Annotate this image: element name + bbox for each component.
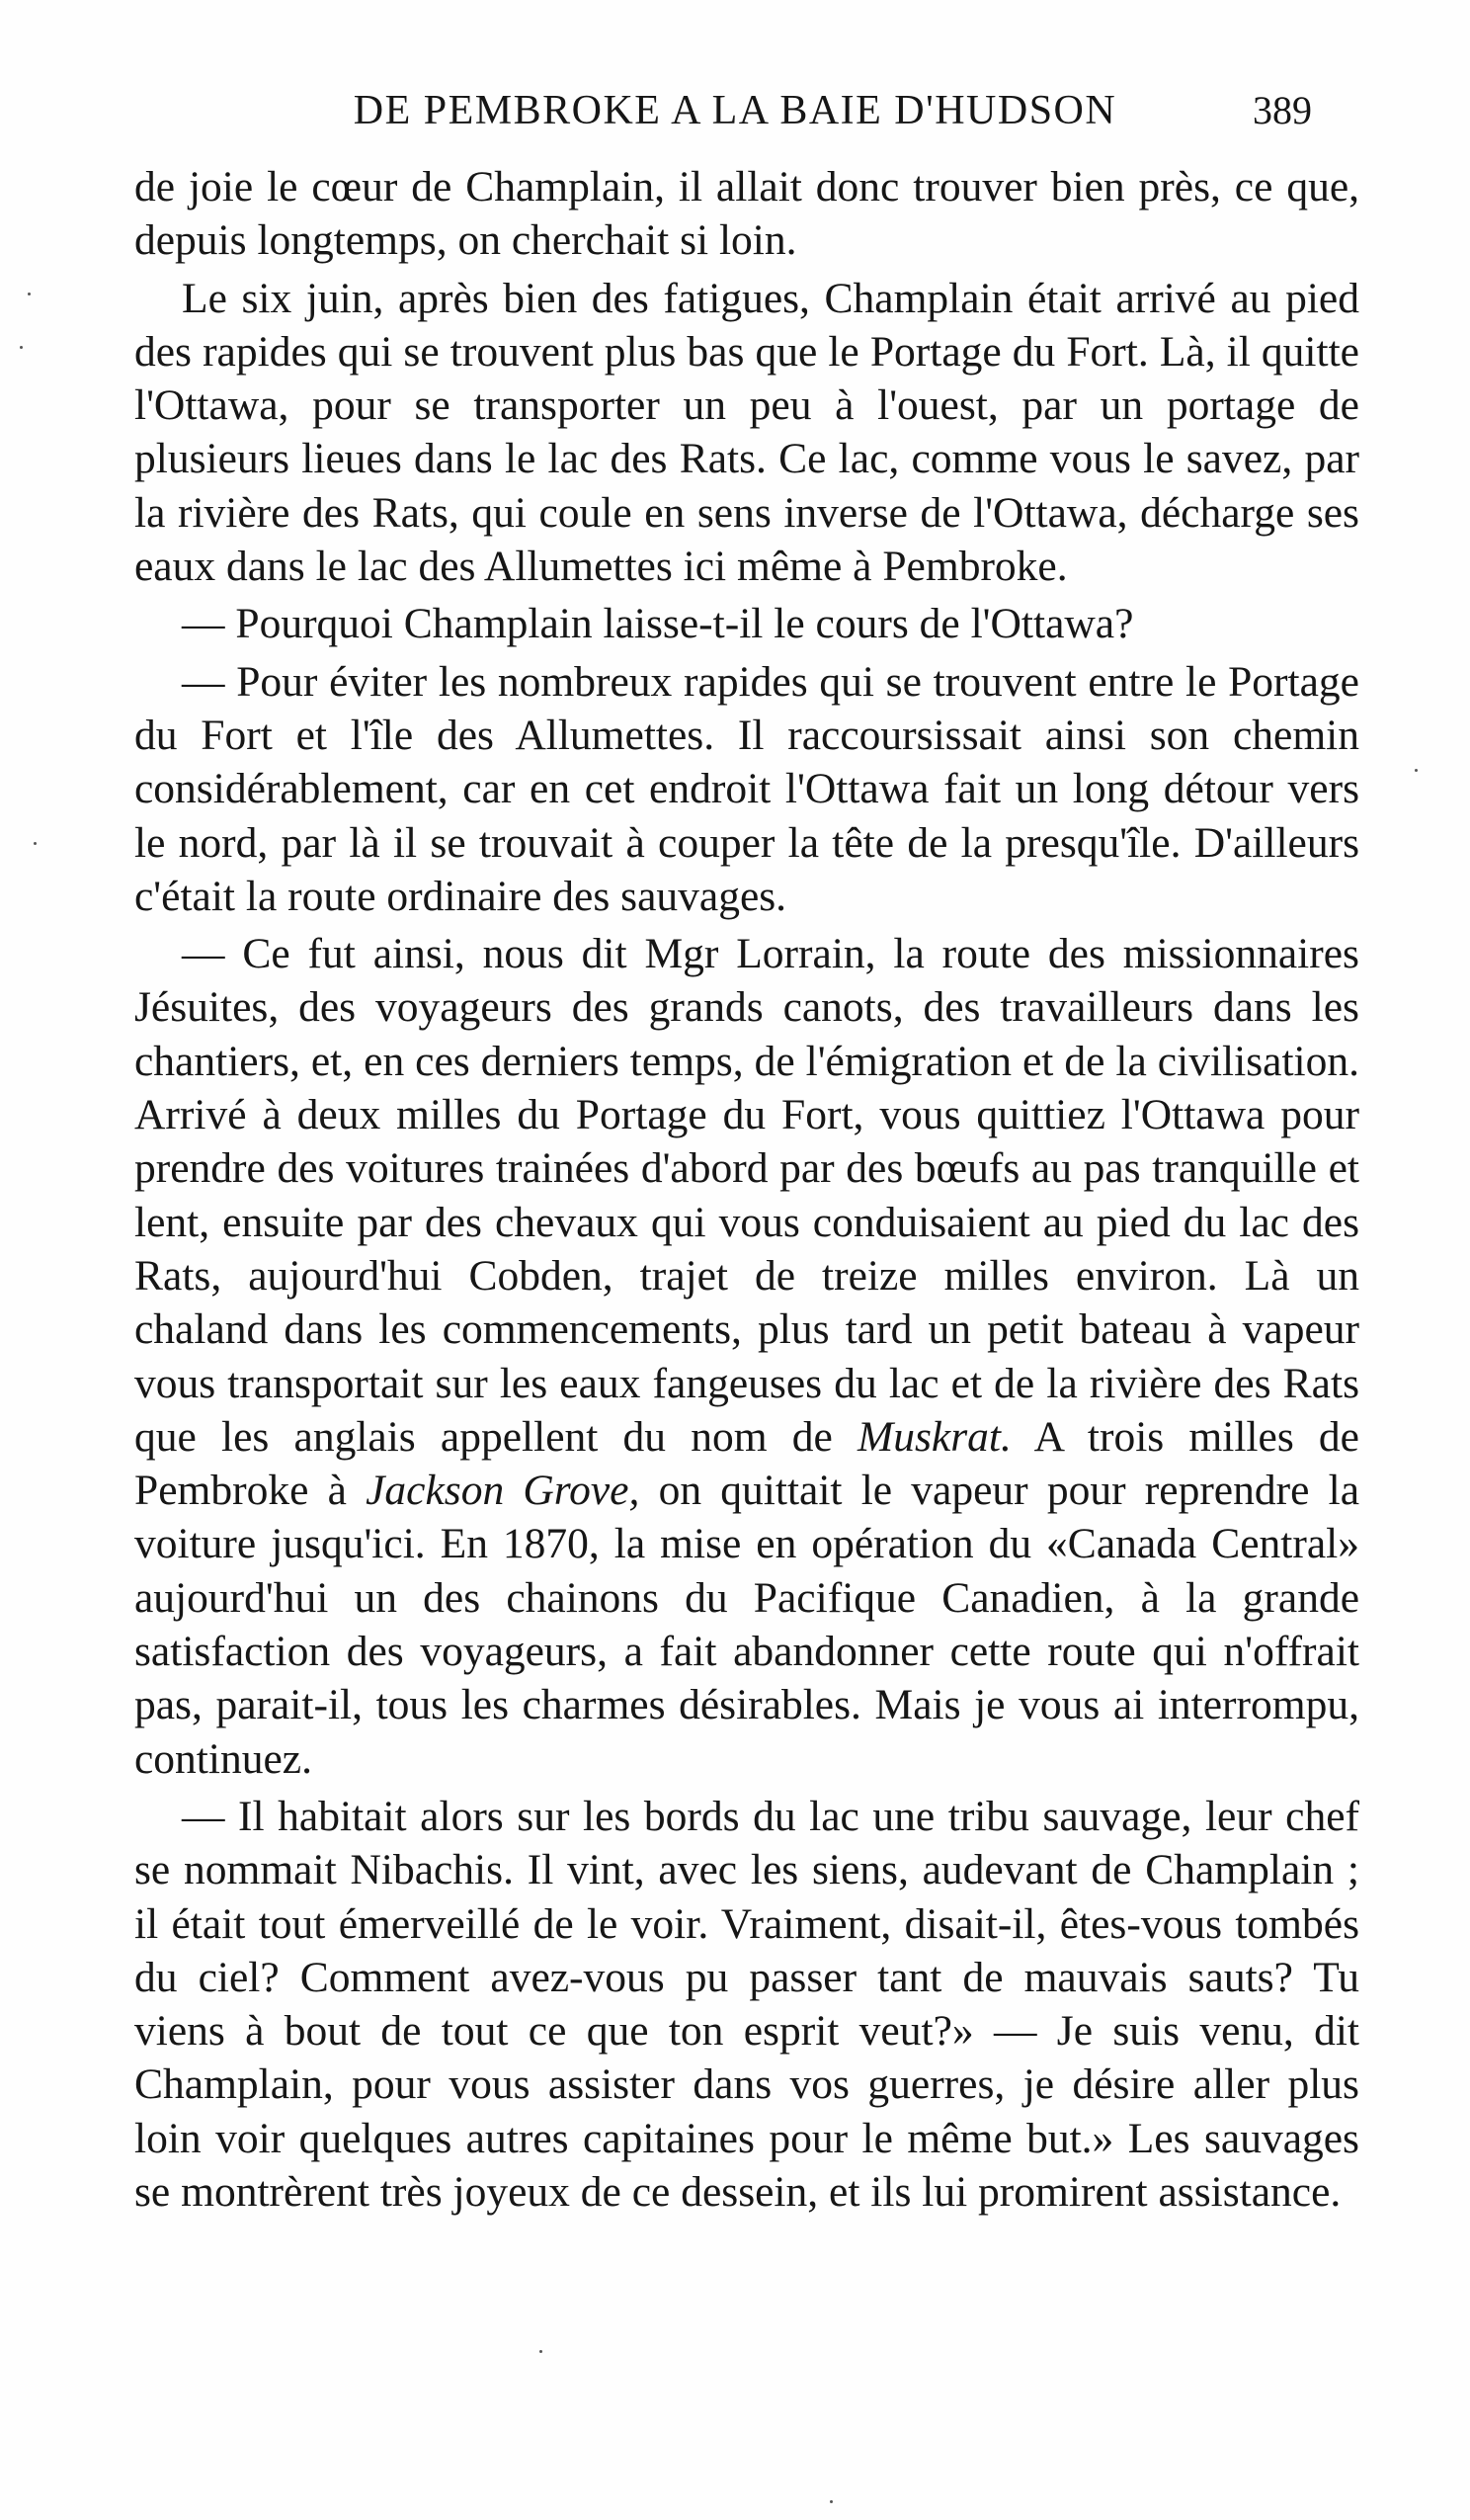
print-speck — [34, 842, 37, 845]
italic-text: Jackson Grove, — [366, 1467, 640, 1515]
print-speck — [539, 2350, 542, 2353]
paragraph-text: on quittait le vapeur pour reprendre la voiture jusqu'ici. En 1870, la mise en opération du «Canada Central» aujourd'hui un des chainons du Pacifique Canadien, à la grande satisfaction des voyageurs, a fait abandonner cette route qui n'offrait pas, parait-il, tous les charmes désirables. Mais je vous ai interrompu, continuez. — [134, 1467, 1360, 1783]
dialogue-paragraph — [134, 597, 1359, 650]
paragraph-text: A trois milles de Pembroke à — [134, 1412, 1359, 1515]
dialogue-paragraph — [134, 927, 1359, 1786]
paragraph — [134, 272, 1359, 594]
print-speck — [1415, 769, 1418, 772]
paragraph-text: de joie le cœur de Champlain, il allait donc trouver bien près, ce que, depuis longtemps, on cherchait si loin. — [134, 163, 1359, 265]
dialogue-paragraph — [134, 655, 1359, 923]
running-title: DE PEMBROKE A LA BAIE D'HUDSON — [353, 88, 1117, 133]
print-speck — [28, 293, 31, 295]
paragraph-text: Le six juin, après bien des fatigues, Champlain était arrivé au pied des rapides qui se trouvent plus bas que le Portage du Fort. Là, il quitte l'Ottawa, pour se transporter un peu à l'ouest, par un portage de plusieurs lieues dans le lac des Rats. Ce lac, comme vous le savez, par la rivière des Rats, qui coule en sens inverse de l'Ottawa, décharge ses eaux dans le lac des Allumettes ici même à Pembroke. — [134, 274, 1359, 591]
dialogue-paragraph — [134, 1790, 1359, 2219]
paragraph-text: — Ce fut ainsi, nous dit Mgr Lorrain, la route des missionnaires Jésuites, des voyageurs des grands canots, des travailleurs dans les chantiers, et, en ces derniers temps, de l'émigration et de la civilisation. Arrivé à deux milles du Portage du Fort, vous quittiez l'Ottawa pour prendre des voitures trainées d'abord par des bœufs au pas tranquille et lent, ensuite par des chevaux qui vous conduisaient au pied du lac des Rats, aujourd'hui Cobden, trajet de treize milles environ. Là un chaland dans les commencements, plus tard un petit bateau à vapeur vous transportait sur les eaux fangeuses du lac et de la rivière des Rats que les anglais appellent du nom de — [134, 930, 1359, 1461]
paragraph-text: — Il habitait alors sur les bords du lac une tribu sauvage, leur chef se nommait Nibachis. Il vint, avec les siens, audevant de Champlain ; il était tout émerveillé de le voir. Vraiment, disait-il, êtes-vous tombés du ciel? Comment avez-vous pu passer tant de mauvais sauts? Tu viens à bout de tout ce que ton esprit veut?» — Je suis venu, dit Champlain, pour vous assister dans vos guerres, je désire aller plus loin voir quelques autres capitaines pour le même but.» Les sauvages se montrèrent très joyeux de ce dessein, et ils lui promirent assistance. — [134, 1792, 1359, 2216]
page-number: 389 — [1253, 88, 1312, 132]
paragraph-text: — Pour éviter les nombreux rapides qui se trouvent entre le Portage du Fort et l'île des Allumettes. Il raccoursissait ainsi son chemin considérablement, car en cet endroit l'Ottawa fait un long détour vers le nord, par là il se trouvait à couper la tête de la presqu'île. D'ailleurs c'était la route ordinaire des sauvages. — [134, 657, 1359, 920]
paragraph — [134, 160, 1359, 268]
paragraph-text: — Pourquoi Champlain laisse-t-il le cours de l'Ottawa? — [182, 600, 1134, 648]
print-speck — [830, 2500, 833, 2503]
italic-text: Muskrat. — [858, 1412, 1012, 1461]
running-header — [0, 81, 1470, 140]
body-text — [134, 160, 1359, 2223]
print-speck — [20, 346, 23, 349]
